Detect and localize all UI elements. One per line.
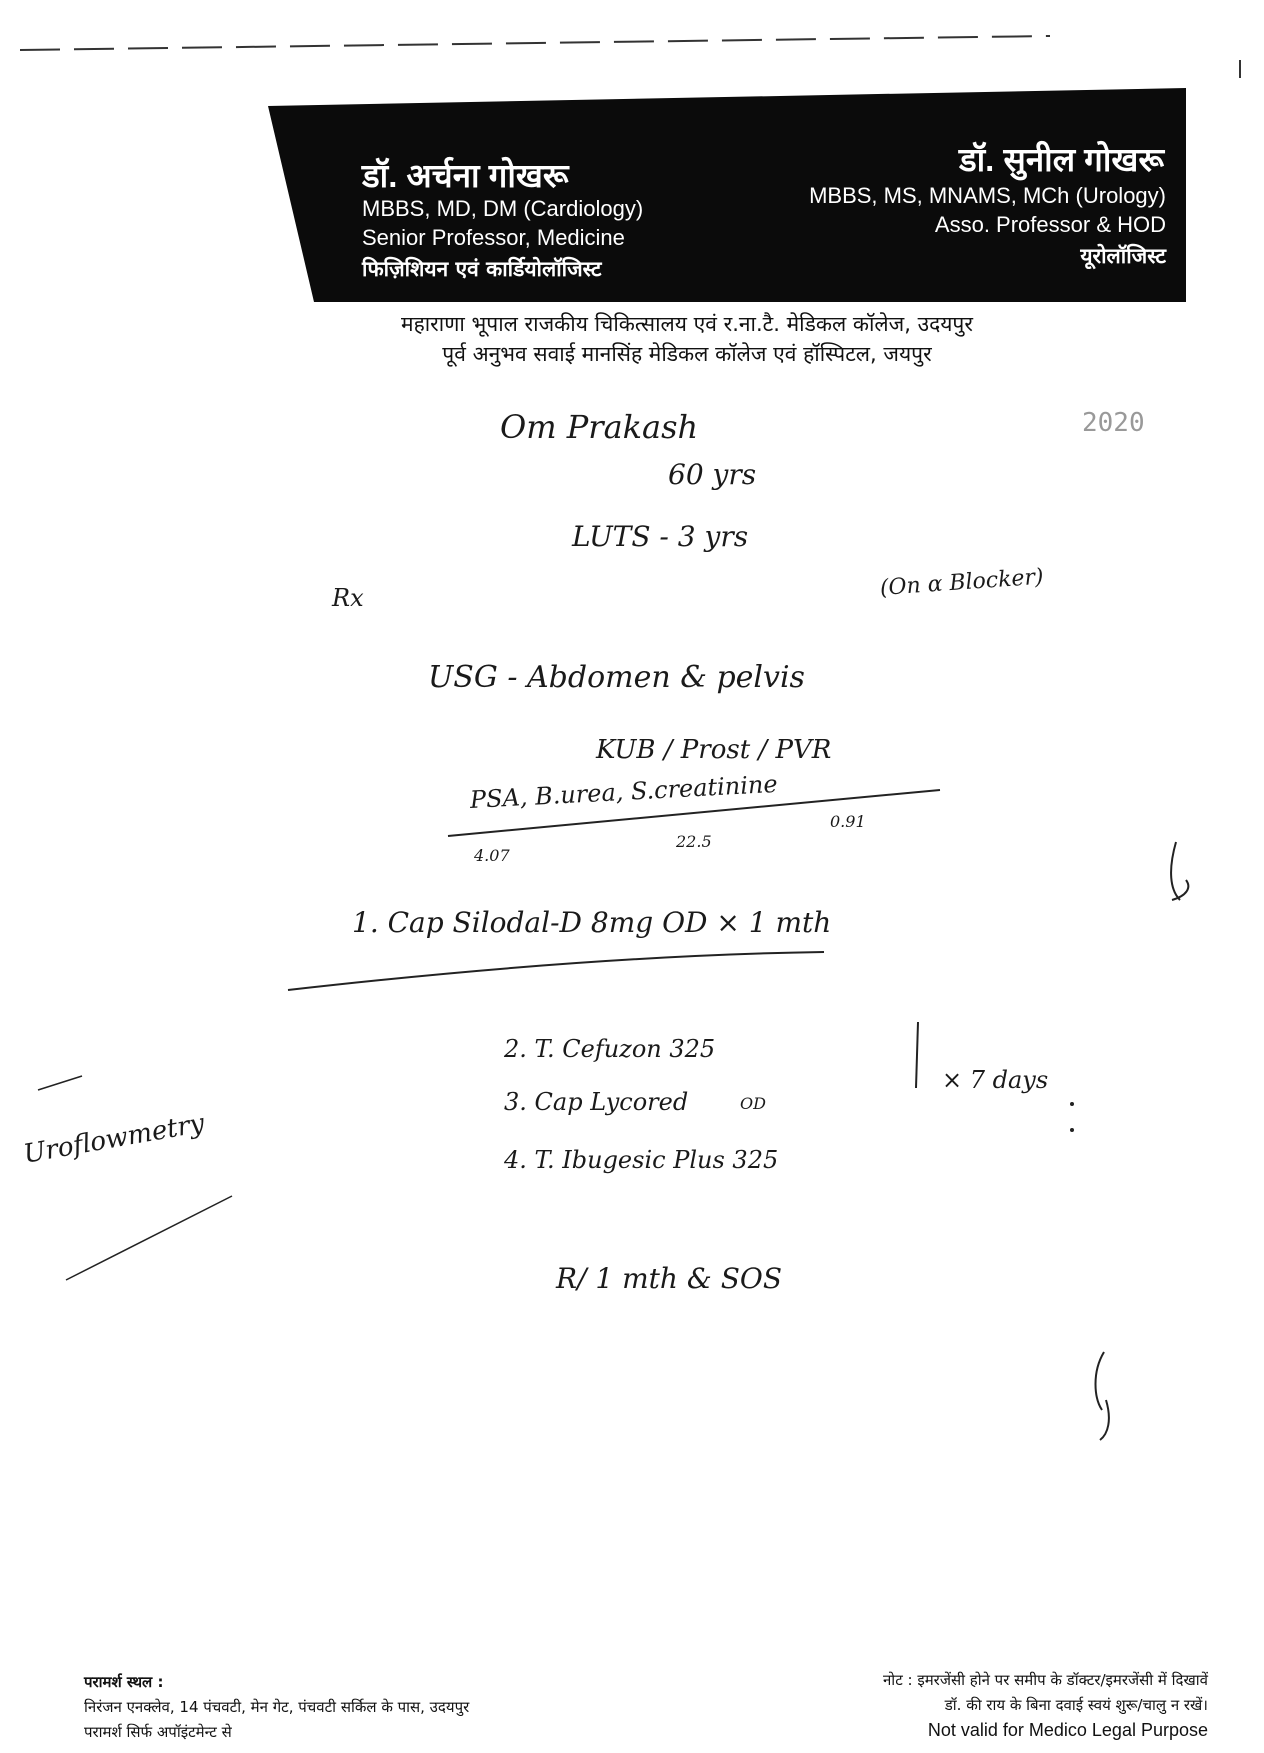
medicine-1: 1. Cap Silodal-D 8mg OD × 1 mth <box>352 906 832 939</box>
investigation-blood: PSA, B.urea, S.creatinine <box>469 769 779 814</box>
margin-line-1 <box>38 1076 82 1090</box>
margin-note: Uroflowmetry <box>21 1108 207 1170</box>
hospital-line-2: पूर्व अनुभव सवाई मानसिंह मेडिकल कॉलेज एवं हॉस्पिटल, जयपुर <box>442 342 932 366</box>
rx-divider <box>288 952 824 990</box>
medicine-2: 2. T. Cefuzon 325 <box>504 1035 716 1063</box>
margin-line-2 <box>66 1196 232 1280</box>
patient-age: 60 yrs <box>668 458 757 491</box>
value-creatinine: 0.91 <box>830 812 866 831</box>
medicine-4: 4. T. Ibugesic Plus 325 <box>504 1146 779 1174</box>
complaint: LUTS - 3 yrs <box>572 520 749 553</box>
note-bracket: (On α Blocker) <box>879 564 1045 601</box>
footer-legal-note: Not valid for Medico Legal Purpose <box>927 1720 1208 1740</box>
left-doctor-name: डॉ. अर्चना गोखरू <box>362 157 569 194</box>
footer-medicine-note: डॉ. की राय के बिना दवाई स्वयं शुरू/चालु न रखें। <box>944 1696 1208 1714</box>
footer-heading: परामर्श स्थल : <box>84 1673 164 1691</box>
patient-name: Om Prakash <box>500 408 699 446</box>
bracket-line <box>916 1022 918 1088</box>
date-stamp: 2020 <box>1082 408 1145 438</box>
footer-emergency-note: नोट : इमरजेंसी होने पर समीप के डॉक्टर/इमरजेंसी में दिखावें <box>882 1671 1208 1689</box>
signature-2 <box>1096 1352 1109 1440</box>
value-psa: 4.07 <box>474 846 510 865</box>
rx-symbol: Rx <box>332 584 364 612</box>
footer-address: निरंजन एनक्लेव, 14 पंचवटी, मेन गेट, पंचवटी सर्किल के पास, उदयपुर <box>84 1698 470 1716</box>
investigation-underline <box>448 790 940 836</box>
footer-appointment-note: परामर्श सिर्फ अपॉइंटमेन्ट से <box>84 1723 232 1741</box>
investigation-usg: USG - Abdomen & pelvis <box>428 660 805 695</box>
right-doctor-degrees: MBBS, MS, MNAMS, MCh (Urology) <box>809 183 1166 208</box>
left-doctor-position: Senior Professor, Medicine <box>362 225 625 250</box>
right-doctor-position: Asso. Professor & HOD <box>934 212 1166 237</box>
left-doctor-degrees: MBBS, MD, DM (Cardiology) <box>362 196 644 221</box>
followup: R/ 1 mth & SOS <box>556 1262 783 1295</box>
dot-mark-1 <box>1070 1102 1074 1106</box>
signature-1 <box>1171 842 1188 900</box>
dot-mark-2 <box>1070 1128 1074 1132</box>
left-doctor-specialty: फिज़िशियन एवं कार्डियोलॉजिस्ट <box>362 257 602 281</box>
hospital-line-1: महाराणा भूपाल राजकीय चिकित्सालय एवं र.ना.टै. मेडिकल कॉलेज, उदयपुर <box>401 312 973 336</box>
value-urea: 22.5 <box>676 832 712 851</box>
right-doctor-name: डॉ. सुनील गोखरू <box>958 141 1164 178</box>
investigation-kub: KUB / Prost / PVR <box>596 735 832 765</box>
duration: × 7 days <box>942 1066 1049 1094</box>
right-doctor-specialty: यूरोलॉजिस्ट <box>1080 244 1166 268</box>
medicine-3: 3. Cap Lycored <box>504 1088 689 1116</box>
medicine-3-dose: OD <box>740 1094 766 1113</box>
